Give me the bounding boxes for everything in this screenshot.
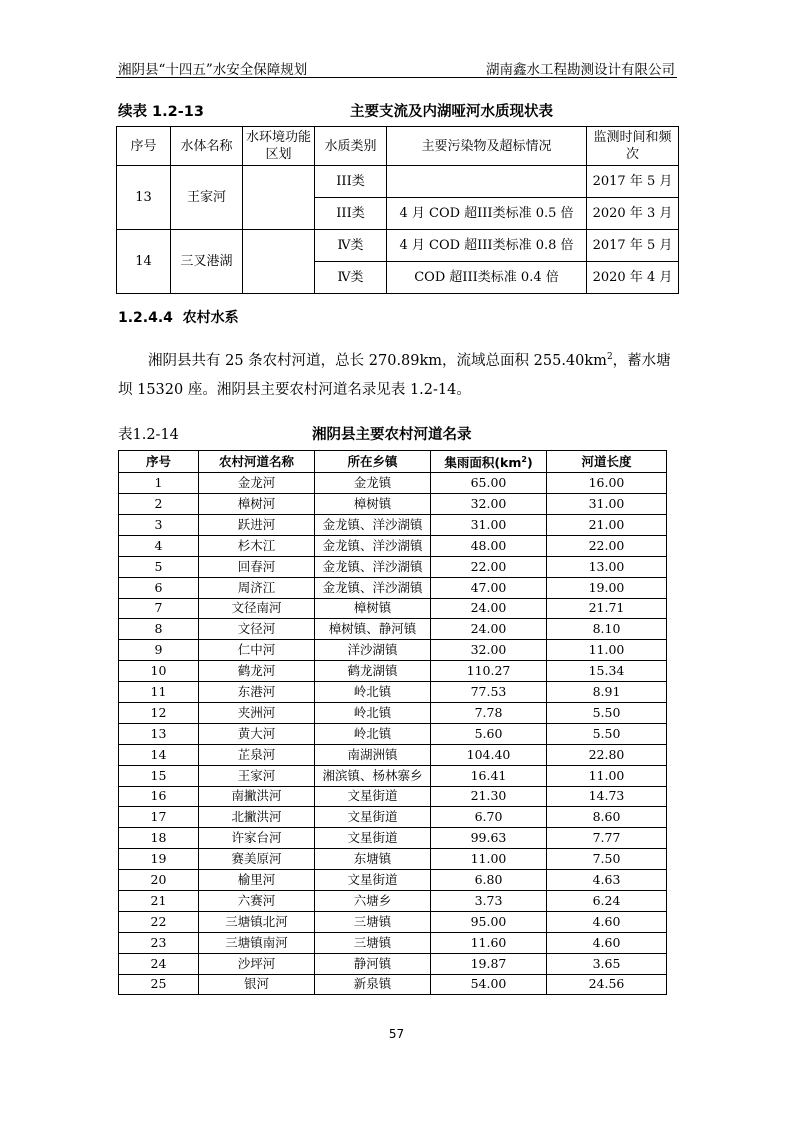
table1-title: 主要支流及内湖哑河水质现状表 <box>350 104 553 120</box>
cell-river-name: 仁中河 <box>199 640 315 661</box>
cell-length: 8.60 <box>547 807 667 828</box>
cell-town: 洋沙湖镇 <box>315 640 431 661</box>
cell-length: 5.50 <box>547 723 667 744</box>
cell-no: 8 <box>119 619 199 640</box>
cell-length: 4.63 <box>547 870 667 891</box>
cell-town: 樟树镇、静河镇 <box>315 619 431 640</box>
cell-area: 19.87 <box>431 953 547 974</box>
table-row <box>119 535 667 556</box>
cell-area: 24.00 <box>431 619 547 640</box>
header-divider <box>116 77 677 78</box>
cell-length: 8.91 <box>547 682 667 703</box>
page-number: 57 <box>388 1027 405 1041</box>
cell-length: 16.00 <box>547 473 667 494</box>
cell-river-name: 榆里河 <box>199 870 315 891</box>
section-number: 1.2.4.4 <box>118 310 173 326</box>
cell-time: 2017 年 5 月 <box>587 230 679 262</box>
cell-town: 文星街道 <box>315 807 431 828</box>
cell-town: 文星街道 <box>315 870 431 891</box>
cell-area: 11.00 <box>431 849 547 870</box>
cell-grade: III类 <box>315 198 387 230</box>
cell-town: 鹤龙湖镇 <box>315 661 431 682</box>
cell-water-body: 王家河 <box>171 166 243 230</box>
cell-town: 南湖洲镇 <box>315 744 431 765</box>
cell-no: 11 <box>119 682 199 703</box>
cell-no: 19 <box>119 849 199 870</box>
table-row <box>119 702 667 723</box>
header-area-text: 集雨面积(km <box>444 455 522 471</box>
cell-length: 22.00 <box>547 535 667 556</box>
cell-town: 三塘镇 <box>315 932 431 953</box>
table-row <box>119 932 667 953</box>
cell-no: 7 <box>119 598 199 619</box>
cell-river-name: 夹洲河 <box>199 702 315 723</box>
cell-time: 2017 年 5 月 <box>587 166 679 198</box>
cell-town: 文星街道 <box>315 828 431 849</box>
cell-river-name: 跃进河 <box>199 514 315 535</box>
cell-town: 金龙镇、洋沙湖镇 <box>315 514 431 535</box>
cell-river-name: 许家台河 <box>199 828 315 849</box>
cell-length: 4.60 <box>547 932 667 953</box>
cell-town: 新泉镇 <box>315 974 431 995</box>
table-row <box>119 640 667 661</box>
cell-area: 65.00 <box>431 473 547 494</box>
cell-no: 13 <box>117 166 171 230</box>
cell-area: 47.00 <box>431 577 547 598</box>
cell-town: 湘滨镇、杨林寨乡 <box>315 765 431 786</box>
cell-town: 金龙镇、洋沙湖镇 <box>315 556 431 577</box>
header-area-end: ) <box>526 455 533 471</box>
table-row <box>119 661 667 682</box>
cell-river-name: 三塘镇北河 <box>199 911 315 932</box>
cell-length: 22.80 <box>547 744 667 765</box>
cell-area: 32.00 <box>431 640 547 661</box>
rural-river-table <box>118 450 667 995</box>
table-row <box>119 890 667 911</box>
table-row <box>119 828 667 849</box>
table-row <box>119 682 667 703</box>
table-row <box>119 494 667 515</box>
cell-area: 16.41 <box>431 765 547 786</box>
cell-no: 15 <box>119 765 199 786</box>
cell-length: 8.10 <box>547 619 667 640</box>
cell-river-name: 银河 <box>199 974 315 995</box>
cell-area: 6.70 <box>431 807 547 828</box>
cell-no: 24 <box>119 953 199 974</box>
cell-area: 48.00 <box>431 535 547 556</box>
cell-no: 3 <box>119 514 199 535</box>
cell-no: 21 <box>119 890 199 911</box>
cell-length: 11.00 <box>547 640 667 661</box>
cell-area: 104.40 <box>431 744 547 765</box>
cell-no: 20 <box>119 870 199 891</box>
paragraph-text-b: ，蓄水塘坝 15320 座。湘阴县主要农村河道名录见表 1.2-14。 <box>118 352 671 398</box>
table-row <box>119 514 667 535</box>
cell-town: 樟树镇 <box>315 494 431 515</box>
cell-no: 6 <box>119 577 199 598</box>
table-row <box>117 166 679 198</box>
cell-river-name: 三塘镇南河 <box>199 932 315 953</box>
cell-no: 4 <box>119 535 199 556</box>
cell-function-zone <box>243 230 315 294</box>
water-quality-table <box>116 126 679 294</box>
cell-time: 2020 年 4 月 <box>587 262 679 294</box>
cell-river-name: 黄大河 <box>199 723 315 744</box>
cell-grade: Ⅳ类 <box>315 230 387 262</box>
cell-function-zone <box>243 166 315 230</box>
table-row <box>119 744 667 765</box>
cell-river-name: 南撇洪河 <box>199 786 315 807</box>
cell-area: 54.00 <box>431 974 547 995</box>
cell-town: 六塘乡 <box>315 890 431 911</box>
cell-no: 25 <box>119 974 199 995</box>
cell-river-name: 东港河 <box>199 682 315 703</box>
table-header-row <box>119 451 667 473</box>
table-row <box>119 765 667 786</box>
cell-area: 7.78 <box>431 702 547 723</box>
cell-length: 3.65 <box>547 953 667 974</box>
cell-town: 樟树镇 <box>315 598 431 619</box>
body-paragraph <box>118 343 676 405</box>
table2-title: 湘阴县主要农村河道名录 <box>312 427 472 443</box>
cell-river-name: 赛美原河 <box>199 849 315 870</box>
cell-grade: Ⅳ类 <box>315 262 387 294</box>
table-row <box>119 911 667 932</box>
table-row <box>119 723 667 744</box>
cell-no: 14 <box>117 230 171 294</box>
header-cell: 水质类别 <box>315 127 387 166</box>
cell-length: 4.60 <box>547 911 667 932</box>
table-row <box>119 870 667 891</box>
cell-area: 77.53 <box>431 682 547 703</box>
cell-no: 9 <box>119 640 199 661</box>
cell-length: 21.00 <box>547 514 667 535</box>
cell-length: 31.00 <box>547 494 667 515</box>
cell-river-name: 樟树河 <box>199 494 315 515</box>
cell-river-name: 北撇洪河 <box>199 807 315 828</box>
cell-area: 6.80 <box>431 870 547 891</box>
table-row <box>117 230 679 262</box>
header-cell: 序号 <box>119 451 199 473</box>
table-row <box>119 619 667 640</box>
cell-no: 2 <box>119 494 199 515</box>
header-cell: 序号 <box>117 127 171 166</box>
table-row <box>119 786 667 807</box>
cell-length: 7.50 <box>547 849 667 870</box>
table-row <box>119 974 667 995</box>
cell-town: 岭北镇 <box>315 682 431 703</box>
cell-area: 3.73 <box>431 890 547 911</box>
cell-length: 14.73 <box>547 786 667 807</box>
cell-no: 16 <box>119 786 199 807</box>
cell-no: 10 <box>119 661 199 682</box>
cell-area: 32.00 <box>431 494 547 515</box>
cell-town: 静河镇 <box>315 953 431 974</box>
table-row <box>119 953 667 974</box>
header-cell: 水体名称 <box>171 127 243 166</box>
header-cell: 农村河道名称 <box>199 451 315 473</box>
cell-no: 12 <box>119 702 199 723</box>
cell-town: 东塘镇 <box>315 849 431 870</box>
cell-area: 5.60 <box>431 723 547 744</box>
cell-area: 11.60 <box>431 932 547 953</box>
cell-river-name: 芷泉河 <box>199 744 315 765</box>
cell-town: 岭北镇 <box>315 723 431 744</box>
header-area-sup: 2 <box>521 455 527 464</box>
section-heading <box>118 307 239 327</box>
paragraph-superscript: 2 <box>606 352 613 362</box>
table1-label: 续表 1.2-13 <box>118 104 204 120</box>
cell-river-name: 杉木江 <box>199 535 315 556</box>
cell-pollutants: 4 月 COD 超III类标准 0.8 倍 <box>387 230 587 262</box>
header-cell: 河道长度 <box>547 451 667 473</box>
cell-length: 19.00 <box>547 577 667 598</box>
cell-water-body: 三叉港湖 <box>171 230 243 294</box>
cell-town: 岭北镇 <box>315 702 431 723</box>
table-row <box>119 807 667 828</box>
cell-area: 95.00 <box>431 911 547 932</box>
header-cell: 水环境功能区划 <box>243 127 315 166</box>
cell-length: 7.77 <box>547 828 667 849</box>
cell-no: 22 <box>119 911 199 932</box>
table-row <box>119 473 667 494</box>
cell-town: 三塘镇 <box>315 911 431 932</box>
cell-town: 文星街道 <box>315 786 431 807</box>
cell-river-name: 六赛河 <box>199 890 315 911</box>
header-cell: 所在乡镇 <box>315 451 431 473</box>
cell-area: 24.00 <box>431 598 547 619</box>
cell-town: 金龙镇、洋沙湖镇 <box>315 577 431 598</box>
header-cell: 主要污染物及超标情况 <box>387 127 587 166</box>
header-cell <box>431 451 547 473</box>
cell-no: 5 <box>119 556 199 577</box>
cell-length: 13.00 <box>547 556 667 577</box>
cell-no: 14 <box>119 744 199 765</box>
cell-river-name: 鹤龙河 <box>199 661 315 682</box>
cell-area: 21.30 <box>431 786 547 807</box>
cell-no: 23 <box>119 932 199 953</box>
paragraph-text-a: 湘阴县共有 25 条农村河道，总长 270.89km，流域总面积 255.40km <box>148 352 607 369</box>
header-cell: 监测时间和频次 <box>587 127 679 166</box>
cell-area: 110.27 <box>431 661 547 682</box>
cell-length: 5.50 <box>547 702 667 723</box>
table-row <box>119 598 667 619</box>
cell-length: 11.00 <box>547 765 667 786</box>
cell-pollutants: COD 超III类标准 0.4 倍 <box>387 262 587 294</box>
cell-pollutants: 4 月 COD 超III类标准 0.5 倍 <box>387 198 587 230</box>
cell-time: 2020 年 3 月 <box>587 198 679 230</box>
table-row <box>119 577 667 598</box>
section-title: 农村水系 <box>182 310 239 326</box>
cell-no: 18 <box>119 828 199 849</box>
cell-river-name: 金龙河 <box>199 473 315 494</box>
cell-length: 6.24 <box>547 890 667 911</box>
cell-river-name: 文径南河 <box>199 598 315 619</box>
cell-river-name: 王家河 <box>199 765 315 786</box>
cell-pollutants <box>387 166 587 198</box>
cell-town: 金龙镇 <box>315 473 431 494</box>
cell-river-name: 沙坪河 <box>199 953 315 974</box>
cell-area: 22.00 <box>431 556 547 577</box>
table-row <box>119 849 667 870</box>
cell-length: 15.34 <box>547 661 667 682</box>
table-header-row <box>117 127 679 166</box>
cell-river-name: 周济江 <box>199 577 315 598</box>
cell-no: 17 <box>119 807 199 828</box>
cell-area: 99.63 <box>431 828 547 849</box>
cell-no: 13 <box>119 723 199 744</box>
cell-no: 1 <box>119 473 199 494</box>
cell-length: 24.56 <box>547 974 667 995</box>
table-row <box>119 556 667 577</box>
table2-label: 表1.2-14 <box>118 427 179 443</box>
cell-river-name: 文径河 <box>199 619 315 640</box>
header-company-name: 湖南鑫水工程勘测设计有限公司 <box>486 62 675 78</box>
cell-town: 金龙镇、洋沙湖镇 <box>315 535 431 556</box>
cell-river-name: 回春河 <box>199 556 315 577</box>
cell-length: 21.71 <box>547 598 667 619</box>
cell-grade: III类 <box>315 166 387 198</box>
cell-area: 31.00 <box>431 514 547 535</box>
header-document-title: 湘阴县“十四五”水安全保障规划 <box>118 62 308 78</box>
